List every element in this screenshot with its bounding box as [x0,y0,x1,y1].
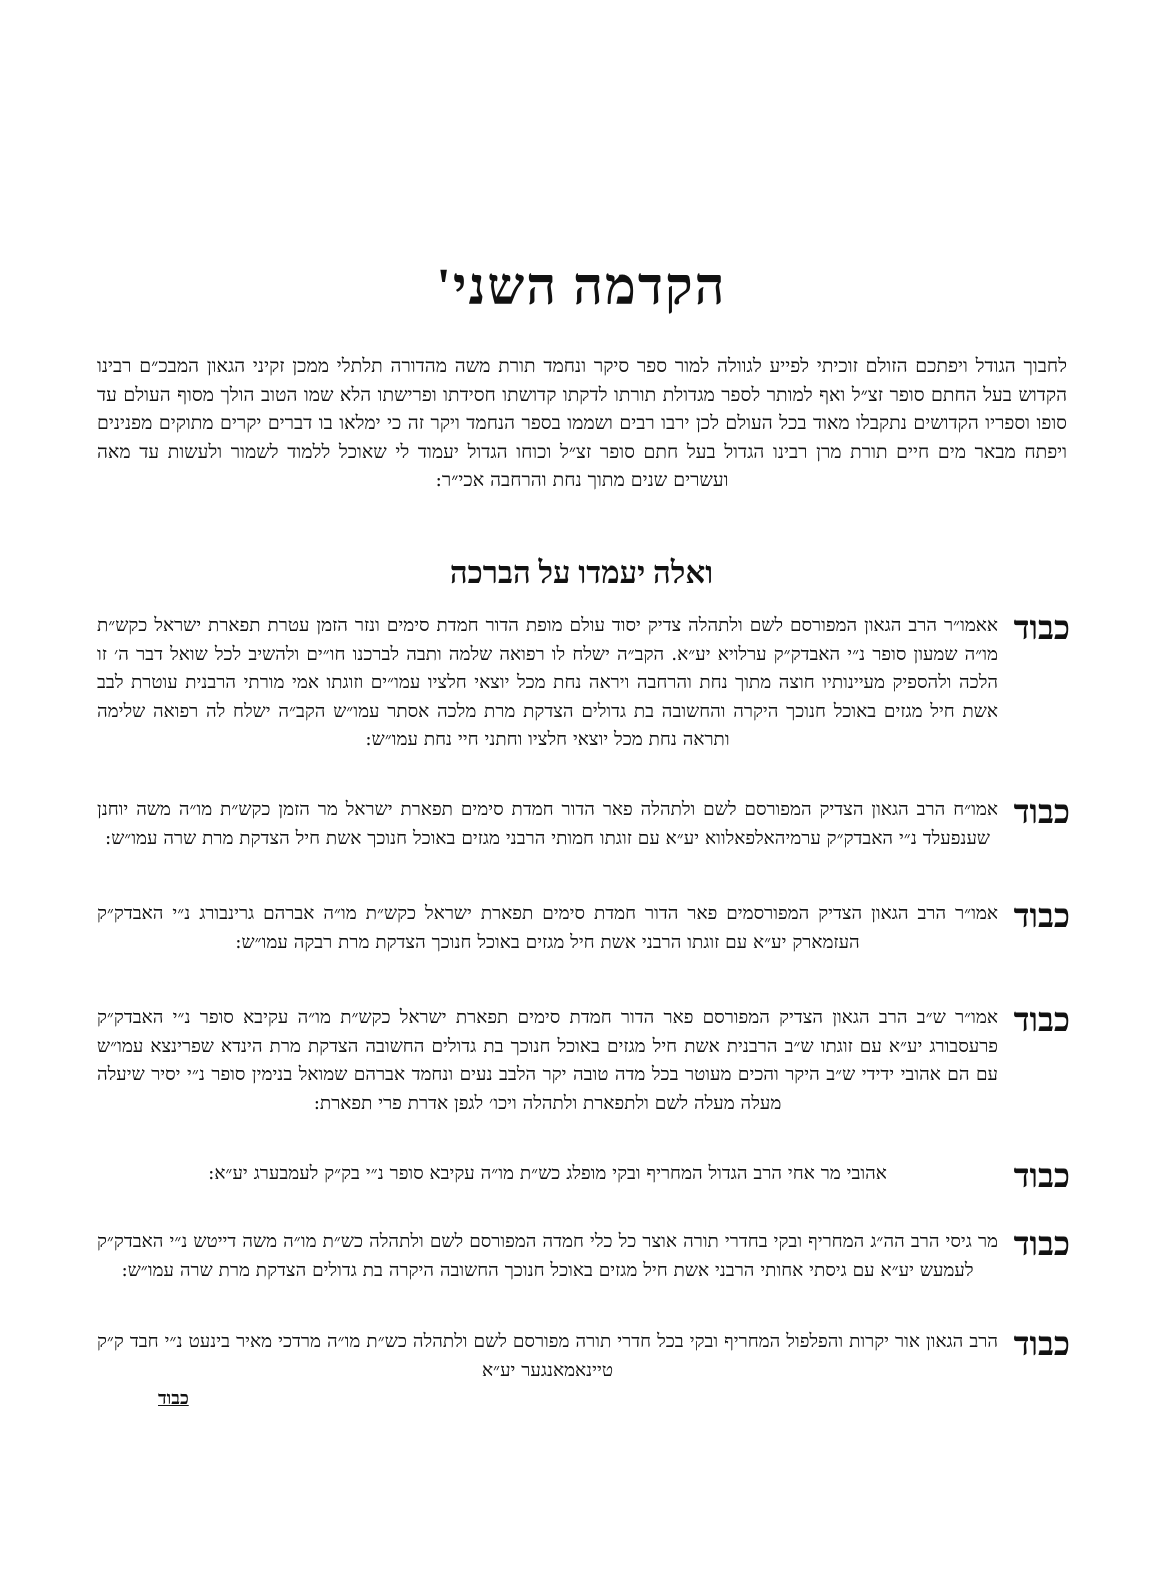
blessing-entry [97,1004,1070,1118]
entry-heading: כבוד [1013,1327,1070,1363]
entry-text: מר גיסי הרב הה״ג המחריף ובקי בחדרי תורה אוצר כל כלי חמדה המפורסם לשם ולתהלה כש״ת מו״ה משה דייטש נ״י האבדק״ק לעמעש יע״א עם גיסתי אחותי הרבני אשת חיל מגזים באוכל חנוכך החשובה היקרה בת גדולים הצדקת מרת שרה עמו״ש: [97,1231,998,1281]
blessing-entry [97,1328,1070,1385]
entry-heading: כבוד [1013,795,1070,831]
entry-text: אמו״ח הרב הגאון הצדיק המפורסם לשם ולתהלה פאר הדור חמדת סימים תפארת ישראל מר הזמן כקש״ת מו״ה משה יוחנן שענפעלד נ״י האבדק״ק ערמיהאלפאלווא יע״א עם זוגתו חמותי הרבני מגזים באוכל חנוכך אשת חיל הצדקת מרת שרה עמו״ש: [97,799,998,849]
blessing-subtitle: ואלה יעמדו על הברכה [449,555,714,590]
blessing-entry [97,612,1070,755]
blessing-entry [97,900,1070,957]
entry-text: אמו״ר ש״ב הרב הגאון הצדיק המפורסם פאר הדור חמדת סימים תפארת ישראל כקש״ת מו״ה עקיבא סופר נ״י האבדק״ק פרעסבורג יע״א עם זוגתו ש״ב הרבנית אשת חיל מגזים באוכל חנוכך בת גדולים החשובה הצדקת מרת הינדא שפרינצא עמו״ש עם הם אהובי ידידי ש״ב היקר והכים מעוטר בכל מדה טובה יקר הלבב נעים ונחמד אברהם שמואל בנימין סופר נ״י יסיר שיעלה מעלה מעלה לשם ולתפארת ולתהלה ויכו׳ לגפן אדרת פרי תפארת: [97,1007,998,1114]
intro-paragraph: לחבוך הגודל ויפתכם הזולם זוכיתי לפייע לגוולה למור ספר סיקר ונחמד תורת משה מהדורה תלתלי ממכן זקיני הגאון המבכ״ם רבינו הקדוש בעל החתם סופר זצ״ל ואף למותר לספר מגדולת תורתו לדקתו קדושתו חסידתו ופרישתו הלא שמו הטוב הולך מסוף העולם עד סופו וספריו הקדושים נתקבלו מאוד בכל העולם לכן ירבו רבים ושממו בספר הנחמד ויקר זה כי ימלאו בו דברים יקרים מתוקים מפנינים ויפתח מבאר מים חיים תורת מרן רבינו הגדול בעל חתם סופר זצ״ל וכוחו הגדול יעמוד לי שאוכל ללמוד לשמור ולעשות עד מאה ועשרים שנים מתוך נחת והרחבה אכי״ר: [97,355,1067,491]
entry-heading: כבוד [1013,899,1070,935]
blessing-entry [97,796,1070,853]
page-title: הקדמה השני' [436,259,727,316]
entry-text: אהובי מר אחי הרב הגדול המחריף ובקי מופלג כש״ת מו״ה עקיבא סופר נ״י בק״ק לעמבערג יע״א: [208,1163,887,1184]
entry-text: אאמו״ר הרב הגאון המפורסם לשם ולתהלה צדיק יסוד עולם מופת הדור חמדת סימים ונזר הזמן עטרת תפארת ישראל כקש״ת מו״ה שמעון סופר נ״י האבדק״ק ערלויא יע״א. הקב״ה ישלח לו רפואה שלמה ותבה לברכנו חו״ים ולהשיב לכל שואל דבר ה׳ זו הלכה ולהספיק מעיינותיו חוצה מתוך נחת והרחבה ויראה נחת מכל יוצאי חלציו עמו״ים וזוגתו אמי מורתי הרבנית עוטרת לבב אשת חיל מגזים באוכל חנוכך היקרה והחשובה בת גדולים הצדקת מרת מלכה אסתר עמו״ש הקב״ה ישלח לה רפואה שלימה ותראה נחת מכל יוצאי חלציו וחתני חיי נחת עמו״ש: [97,615,998,750]
entry-text: הרב הגאון אור יקרות והפלפול המחריף ובקי בכל חדרי תורה מפורסם לשם ולתהלה כש״ת מו״ה מרדכי מאיר בינעט נ״י חבד ק״ק טיינאמאנגער יע״א [97,1331,998,1381]
blessing-entry [97,1228,1070,1285]
entry-heading: כבוד [1013,1003,1070,1039]
entry-heading: כבוד [1013,611,1070,647]
entry-heading: כבוד [1013,1159,1070,1195]
entry-heading: כבוד [1013,1227,1070,1263]
entry-text: אמו״ר הרב הגאון הצדיק המפורסמים פאר הדור חמדת סימים תפארת ישראל כקש״ת מו״ה אברהם גרינבורג נ״י האבדק״ק העזמארק יע״א עם זוגתו הרבני אשת חיל מגזים באוכל חנוכך הצדקת מרת רבקה עמו״ש: [97,903,998,953]
catchword: כבוד [158,1388,189,1408]
blessing-entry [97,1160,1070,1194]
